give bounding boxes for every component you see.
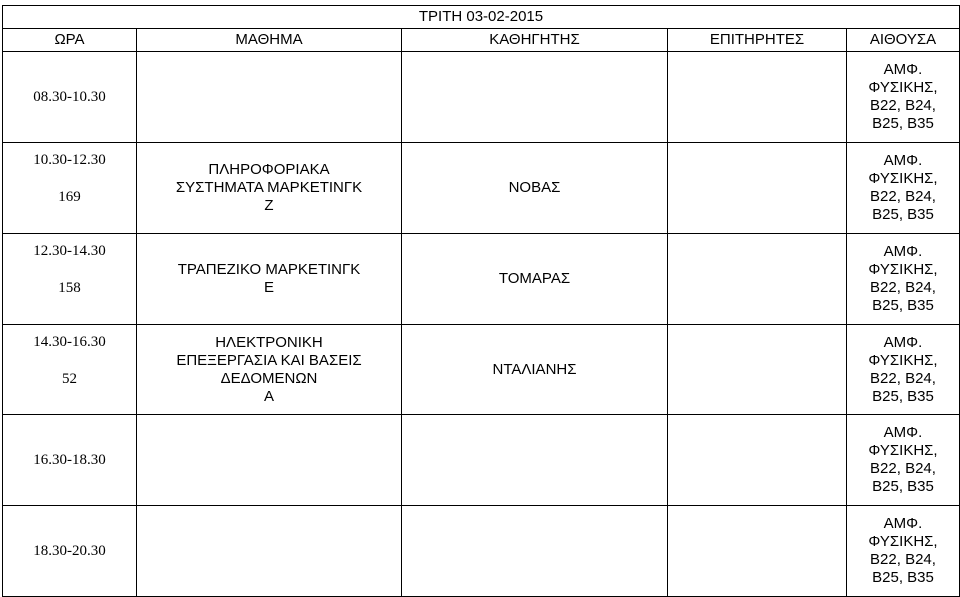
time-slot: 14.30-16.30 <box>33 333 106 350</box>
room-line: Β25, Β35 <box>872 296 934 314</box>
room-line: ΑΜΦ. <box>883 333 923 351</box>
room-line: Β22, Β24, <box>870 188 936 206</box>
professor-cell: ΤΟΜΑΡΑΣ <box>402 233 668 324</box>
room-cell <box>847 506 960 597</box>
table-row <box>3 143 960 234</box>
course-line: ΤΡΑΠΕΖΙΚΟ ΜΑΡΚΕΤΙΝΓΚ <box>177 260 361 278</box>
course-line: Ζ <box>264 197 274 215</box>
course-line: Ε <box>263 278 274 296</box>
room-line: ΦΥΣΙΚΗΣ, <box>868 442 938 460</box>
exam-schedule-table <box>2 5 960 597</box>
room-line: Β25, Β35 <box>872 569 934 587</box>
table-row <box>3 324 960 415</box>
date-title: ΤΡΙΤΗ 03-02-2015 <box>3 6 960 29</box>
course-cell <box>137 52 402 143</box>
room-line: ΦΥΣΙΚΗΣ, <box>868 170 938 188</box>
time-cell <box>3 415 137 506</box>
time-cell <box>3 143 137 234</box>
header-time: ΩΡΑ <box>3 29 137 52</box>
header-supervisors: ΕΠΙΤΗΡΗΤΕΣ <box>668 29 847 52</box>
supervisors-cell <box>668 415 847 506</box>
course-line: ΠΛΗΡΟΦΟΡΙΑΚΑ <box>208 161 330 179</box>
time-slot: 08.30-10.30 <box>33 89 106 106</box>
room-line: ΦΥΣΙΚΗΣ, <box>868 351 938 369</box>
course-line: ΕΠΕΞΕΡΓΑΣΙΑ ΚΑΙ ΒΑΣΕΙΣ <box>176 351 362 369</box>
time-cell <box>3 324 137 415</box>
room-line: Β25, Β35 <box>872 478 934 496</box>
course-cell <box>137 324 402 415</box>
course-cell <box>137 143 402 234</box>
course-cell <box>137 506 402 597</box>
room-line: Β22, Β24, <box>870 551 936 569</box>
time-cell <box>3 506 137 597</box>
room-line: ΑΜΦ. <box>883 424 923 442</box>
room-line: Β22, Β24, <box>870 369 936 387</box>
professor-cell: ΝΟΒΑΣ <box>402 143 668 234</box>
room-cell <box>847 233 960 324</box>
schedule-rows <box>3 52 960 597</box>
room-cell <box>847 324 960 415</box>
table-row <box>3 415 960 506</box>
course-line: ΣΥΣΤΗΜΑΤΑ ΜΑΡΚΕΤΙΝΓΚ <box>175 179 363 197</box>
supervisors-cell <box>668 143 847 234</box>
room-line: Β22, Β24, <box>870 97 936 115</box>
room-line: Β22, Β24, <box>870 460 936 478</box>
professor-cell <box>402 52 668 143</box>
supervisors-cell <box>668 52 847 143</box>
room-line: ΑΜΦ. <box>883 152 923 170</box>
course-line: ΗΛΕΚΤΡΟΝΙΚΗ <box>215 333 323 351</box>
room-line: Β25, Β35 <box>872 115 934 133</box>
header-professor: ΚΑΘΗΓΗΤΗΣ <box>402 29 668 52</box>
room-line: Β22, Β24, <box>870 278 936 296</box>
supervisors-cell <box>668 506 847 597</box>
room-line: ΦΥΣΙΚΗΣ, <box>868 533 938 551</box>
course-cell <box>137 233 402 324</box>
table-row <box>3 233 960 324</box>
room-line: ΦΥΣΙΚΗΣ, <box>868 260 938 278</box>
room-cell <box>847 415 960 506</box>
time-cell <box>3 52 137 143</box>
course-line: Α <box>263 387 274 405</box>
professor-cell <box>402 415 668 506</box>
student-count: 158 <box>58 279 81 296</box>
professor-cell: ΝΤΑΛΙΑΝΗΣ <box>402 324 668 415</box>
room-line: ΑΜΦ. <box>883 61 923 79</box>
room-cell <box>847 143 960 234</box>
table-row <box>3 52 960 143</box>
room-line: ΑΜΦ. <box>883 515 923 533</box>
room-line: Β25, Β35 <box>872 387 934 405</box>
header-room: ΑΙΘΟΥΣΑ <box>847 29 960 52</box>
room-line: ΦΥΣΙΚΗΣ, <box>868 79 938 97</box>
time-slot: 18.30-20.30 <box>33 543 106 560</box>
student-count: 169 <box>58 189 81 206</box>
course-cell <box>137 415 402 506</box>
room-line: ΑΜΦ. <box>883 242 923 260</box>
header-course: ΜΑΘΗΜΑ <box>137 29 402 52</box>
student-count: 52 <box>62 370 77 387</box>
room-line: Β25, Β35 <box>872 206 934 224</box>
professor-cell <box>402 506 668 597</box>
time-slot: 12.30-14.30 <box>33 242 106 259</box>
room-cell <box>847 52 960 143</box>
time-slot: 10.30-12.30 <box>33 152 106 169</box>
time-cell <box>3 233 137 324</box>
course-line: ΔΕΔΟΜΕΝΩΝ <box>220 369 318 387</box>
supervisors-cell <box>668 233 847 324</box>
supervisors-cell <box>668 324 847 415</box>
time-slot: 16.30-18.30 <box>33 452 106 469</box>
table-row <box>3 506 960 597</box>
